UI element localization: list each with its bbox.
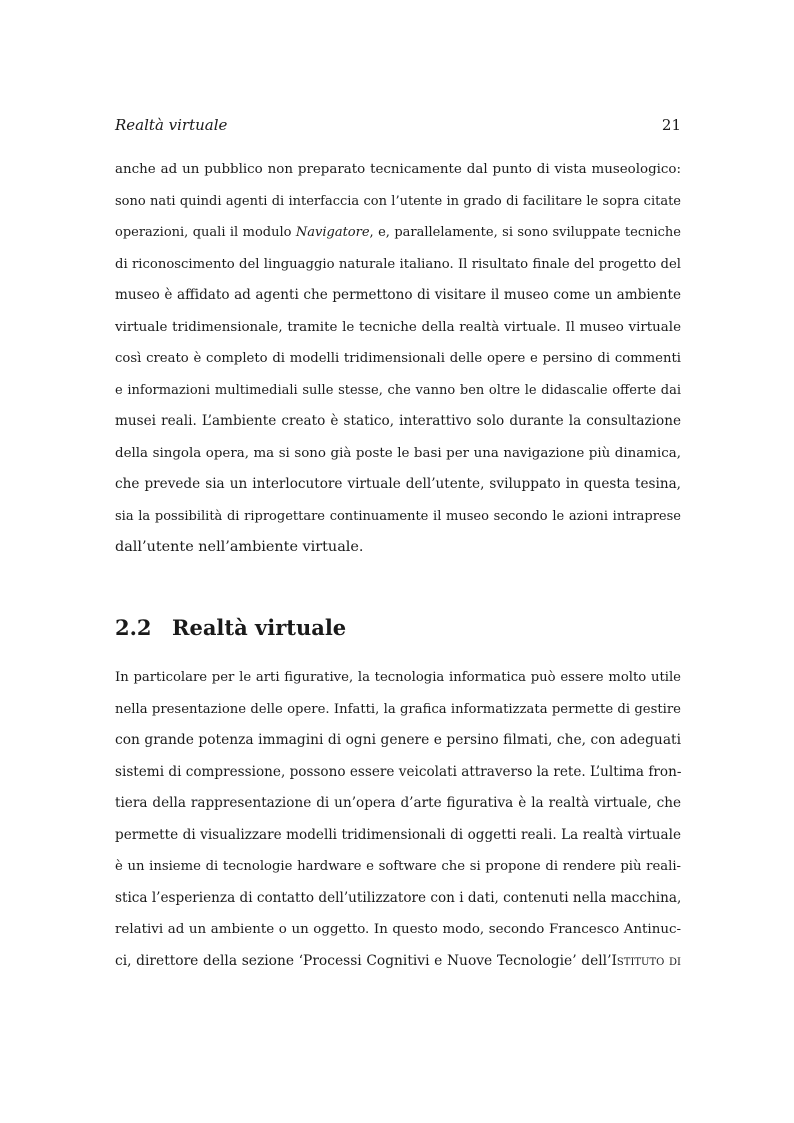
text-line: così creato è completo di modelli tridimensionali delle opere e persino di commenti <box>115 351 681 366</box>
text-line: sono nati quindi agenti di interfaccia con l’utente in grado di facilitare le sopra citate <box>115 193 681 209</box>
text-line: e informazioni multimediali sulle stesse, che vanno ben oltre le didascalie offerte dai <box>115 382 681 398</box>
text-fragment: , e, parallelamente, si sono sviluppate tecniche <box>369 225 681 240</box>
section-heading <box>115 608 681 648</box>
text-line: In particolare per le arti figurative, la tecnologia informatica può essere molto utile <box>115 670 681 685</box>
institute-name: Istituto di <box>611 952 681 969</box>
text-line: con grande potenza immagini di ogni genere e persino filmati, che, con adeguati <box>115 732 681 748</box>
text-line: che prevede sia un interlocutore virtuale dell’utente, sviluppato in questa tesina, <box>115 476 681 492</box>
text-line <box>115 217 681 249</box>
text-line: nella presentazione delle opere. Infatti, la grafica informatizzata permette di gestire <box>115 701 681 717</box>
page-number: 21 <box>661 116 681 134</box>
text-line: della singola opera, ma si sono già poste le basi per una navigazione più dinamica, <box>115 445 681 461</box>
text-line: musei reali. L’ambiente creato è statico, interattivo solo durante la consultazione <box>115 413 681 429</box>
text-line: relativi ad un ambiente o un oggetto. In questo modo, secondo Francesco Antinuc- <box>115 922 681 937</box>
emphasized-term: Navigatore <box>295 225 370 240</box>
text-line: sistemi di compressione, possono essere veicolati attraverso la rete. L’ultima fron- <box>115 763 682 780</box>
running-header <box>115 112 681 138</box>
text-line: museo è affidato ad agenti che permettono di visitare il museo come un ambiente <box>115 287 681 303</box>
text-line: dall’utente nell’ambiente virtuale. <box>115 539 364 555</box>
text-line: stica l’esperienza di contatto dell’utilizzatore con i dati, contenuti nella macchina, <box>115 889 682 906</box>
section-title: Realtà virtuale <box>172 615 347 640</box>
text-line: di riconoscimento del linguaggio naturale italiano. Il risultato finale del progetto del <box>115 256 681 272</box>
text-line: è un insieme di tecnologie hardware e software che si propone di rendere più reali- <box>115 859 681 874</box>
paragraph-2 <box>115 662 681 977</box>
text-line: virtuale tridimensionale, tramite le tecniche della realtà virtuale. Il museo virtuale <box>115 319 681 335</box>
text-fragment: operazioni, quali il modulo <box>115 225 296 240</box>
running-title: Realtà virtuale <box>115 116 228 134</box>
text-line: tiera della rappresentazione di un’opera d’arte figurativa è la realtà virtuale, che <box>115 795 681 811</box>
text-line: anche ad un pubblico non preparato tecnicamente dal punto di vista museologico: <box>115 162 681 177</box>
paragraph-1 <box>115 154 681 564</box>
text-fragment: ci, direttore della sezione ‘Processi Cognitivi e Nuove Tecnologie’ dell’ <box>115 952 612 969</box>
section-number: 2.2 <box>115 615 152 640</box>
text-line <box>115 946 681 978</box>
text-line: sia la possibilità di riprogettare continuamente il museo secondo le azioni intraprese <box>115 508 681 524</box>
text-line: permette di visualizzare modelli tridimensionali di oggetti reali. La realtà virtuale <box>115 826 681 843</box>
